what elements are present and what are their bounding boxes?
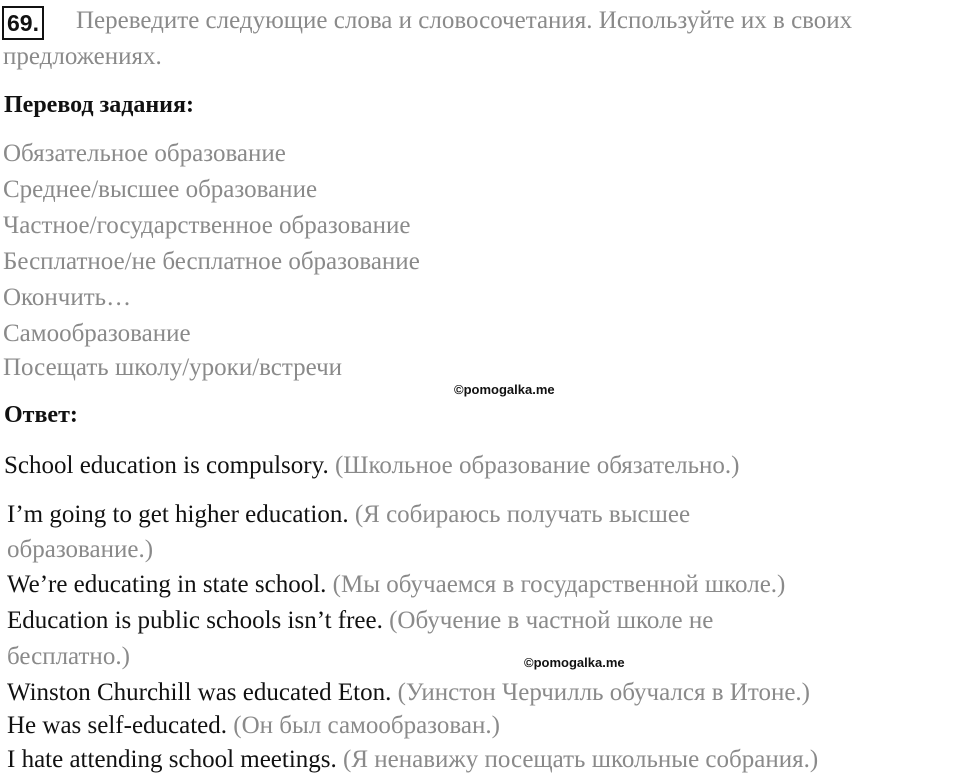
translation-item: Бесплатное/не бесплатное образование (3, 248, 420, 275)
translation-item: Среднее/высшее образование (3, 176, 318, 203)
answer-line (7, 709, 500, 743)
answer-line (7, 743, 818, 777)
answer-russian: (Я собираюсь получать высшее (354, 501, 691, 528)
answer-russian-continued: бесплатно.) (7, 643, 130, 670)
translation-item: Посещать школу/уроки/встречи (3, 354, 343, 381)
answer-english: School education is compulsory. (4, 452, 329, 479)
exercise-instruction-line2: предложениях. (3, 43, 162, 70)
exercise-instruction-line1: Переведите следующие слова и словосочетания. Используйте их в своих (76, 7, 853, 34)
answer-russian: (Уинстон Черчилль обучался в Итоне.) (397, 679, 810, 706)
answer-line (7, 568, 785, 602)
answer-russian: (Он был самообразован.) (233, 712, 500, 739)
exercise-number: 69. (2, 6, 44, 40)
answer-russian: (Я ненавижу посещать школьные собрания.) (343, 746, 819, 773)
answer-english: Winston Churchill was educated Eton. (7, 679, 392, 706)
watermark: ©pomogalka.me (454, 382, 555, 397)
answer-russian-continued: образование.) (7, 536, 154, 563)
answer-english: Education is public schools isn’t free. (7, 607, 383, 634)
answer-english: We’re educating in state school. (7, 571, 327, 598)
answer-russian: (Школьное образование обязательно.) (334, 452, 740, 479)
answer-line (7, 498, 690, 532)
translation-item: Обязательное образование (3, 140, 286, 167)
answer-line (7, 604, 713, 638)
answer-line (4, 449, 739, 483)
translation-heading: Перевод задания: (4, 92, 194, 118)
answer-english: I’m going to get higher education. (7, 501, 349, 528)
watermark: ©pomogalka.me (524, 655, 625, 670)
answer-english: He was self-educated. (7, 712, 228, 739)
answer-english: I hate attending school meetings. (7, 746, 337, 773)
translation-item: Частное/государственное образование (3, 212, 411, 239)
answer-russian: (Обучение в частной школе не (389, 607, 714, 634)
answer-heading: Ответ: (4, 402, 78, 428)
answer-russian: (Мы обучаемся в государственной школе.) (332, 571, 786, 598)
translation-item: Самообразование (3, 320, 191, 347)
translation-item: Окончить… (3, 284, 132, 311)
answer-line (7, 676, 810, 710)
